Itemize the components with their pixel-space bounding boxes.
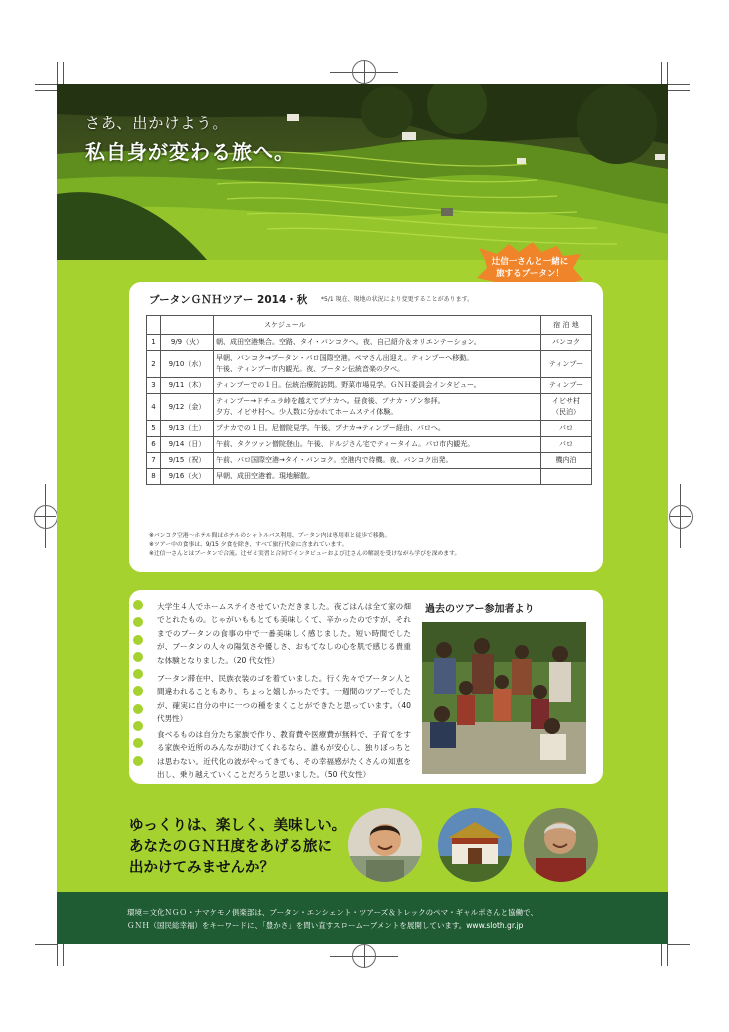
row-date: 9/9（火） <box>161 335 214 351</box>
slogan-line: あなたのＧＮＨ度をあげる旅に <box>129 839 332 855</box>
crop-mark <box>63 62 64 84</box>
row-stay <box>541 437 592 453</box>
group-photo <box>422 622 586 774</box>
row-date: 9/16（火） <box>161 469 214 485</box>
row-date: 9/10（水） <box>161 351 214 378</box>
schedule-line: 午前、パロ国際空港→タイ・バンコク。空港内で待機。夜、バンコク出発。 <box>216 456 453 464</box>
table-row <box>147 378 592 394</box>
bullet-dot <box>133 756 143 766</box>
row-date: 9/13（土） <box>161 421 214 437</box>
row-stay <box>541 378 592 394</box>
tour-card <box>129 282 603 572</box>
hero-headline: 私自身が変わる旅へ。 <box>85 140 295 164</box>
tour-notes <box>149 532 460 559</box>
stay-line: 機内泊 <box>555 456 577 464</box>
testimonial-text: 大学生４人でホームステイさせていただきました。夜ごはんは全て家の畑でとれたもの。じゃがいももとても美味しくて、辛かったのですが、それまでのブータンの食事の中で一番美味しく感じました。短い時間でしたが、ブータンの人々の陽気さや優しさ、おもてなしの心を肌で感じる貴重な体験となりました。（20 代女性） <box>157 602 411 665</box>
slogan-line: ゆっくりは、楽しく、美味しい。 <box>129 818 347 834</box>
row-stay <box>541 453 592 469</box>
hero-photo <box>57 84 668 260</box>
tour-note-line: ※辻信一さんとはブータンで合流。辻ゼミ実習と合同でインタビューおよび辻さんの解説を受けながら学びを深めます。 <box>149 551 461 557</box>
table-row <box>147 453 592 469</box>
schedule-line: ティンプー→ドチュラ峠を越えてプナカへ。昼食後、プナカ・ゾン参拝。 <box>216 397 445 405</box>
slogan <box>129 816 346 879</box>
bullet-dot <box>133 721 143 731</box>
table-row <box>147 469 592 485</box>
schedule-line: 早朝、成田空港着。現地解散。 <box>216 472 314 480</box>
row-number: 7 <box>147 453 161 469</box>
testimonial-text: ブータン滞在中、民族衣装のゴを着ていました。行く先々でブータン人と 間違われることもあり、ちょっと嬉しかったです。一週間のツアーでしたが、確実に自分の中に一つの種をまくことができたと思っています。（40 代男性） <box>157 674 411 724</box>
schedule-line: 朝、成田空港集合。空路、タイ・バンコクへ。夜、自己紹介＆オリエンテーション。 <box>216 338 481 346</box>
hero-tagline: さあ、出かけよう。 <box>85 114 229 132</box>
table-row <box>147 421 592 437</box>
boy-photo <box>348 808 422 882</box>
testimonials-card <box>129 590 603 784</box>
row-stay <box>541 351 592 378</box>
crop-mark <box>35 90 57 91</box>
stay-line: ティンプー <box>548 359 584 368</box>
crop-target <box>352 944 376 968</box>
row-number: 1 <box>147 335 161 351</box>
row-number: 3 <box>147 378 161 394</box>
stay-header: 宿 泊 地 <box>541 316 592 335</box>
bullet-dot <box>133 652 143 662</box>
row-schedule <box>214 469 541 485</box>
row-schedule <box>214 437 541 453</box>
stay-line: パロ <box>559 424 573 432</box>
crop-mark <box>667 944 668 966</box>
bullet-dot <box>133 669 143 679</box>
row-number: 5 <box>147 421 161 437</box>
row-number: 6 <box>147 437 161 453</box>
callout-line: 辻信一さんと一緒に <box>491 257 569 267</box>
crop-mark <box>667 62 668 84</box>
crop-mark <box>35 84 57 85</box>
row-stay <box>541 394 592 421</box>
row-date: 9/15（祝） <box>161 453 214 469</box>
tour-note-line: ※バンコク空港～ホテル間はホテルのシャトルバス利用、ブータン内は専用車と徒歩で移動。 <box>149 533 391 539</box>
bullet-dot <box>133 635 143 645</box>
table-row <box>147 351 592 378</box>
schedule-line: プナカでの１日。尼僧院見学。午後、プナカ→ティンプー経由、パロへ。 <box>216 424 445 432</box>
row-stay <box>541 335 592 351</box>
bullet-dot <box>133 704 143 714</box>
row-schedule <box>214 351 541 378</box>
row-date: 9/11（木） <box>161 378 214 394</box>
bullet-dot <box>133 738 143 748</box>
schedule-line: 午前、タクツァン僧院登山。午後、ドルジさん宅でティータイム。パロ市内観光。 <box>216 440 475 448</box>
schedule-table <box>146 315 592 485</box>
crop-mark <box>668 84 690 85</box>
tour-title: ブータンＧＮＨツアー 2014・秋 <box>149 294 308 306</box>
callout-line: 旅するブータン！ <box>496 269 564 279</box>
dzong-photo <box>438 808 512 882</box>
crop-mark <box>668 90 690 91</box>
schedule-line: ティンプーでの１日。伝統治療院訪問。野菜市場見学。ＧＮＨ委員会インタビュー。 <box>216 381 481 389</box>
crop-target <box>34 505 58 529</box>
footer-line: 環境＝文化ＮＧＯ・ナマケモノ倶楽部は、ブータン・エンシェント・ツアーズ＆トレックのペマ・ギャルポさんと協働で、 <box>127 908 539 917</box>
row-number: 2 <box>147 351 161 378</box>
table-row <box>147 394 592 421</box>
row-stay <box>541 421 592 437</box>
row-schedule <box>214 378 541 394</box>
tour-note: *5/1 現在、現地の状況により変更することがあります。 <box>321 296 474 303</box>
schedule-header: スケジュール <box>214 316 541 335</box>
row-schedule <box>214 421 541 437</box>
stay-line: バンコク <box>552 338 580 346</box>
row-stay <box>541 469 592 485</box>
crop-mark <box>57 944 58 966</box>
stay-line: イビサ村 <box>552 397 580 405</box>
crop-mark <box>35 944 57 945</box>
bullet-column <box>133 600 143 773</box>
testimonial-text: 食べるものは自分たち家族で作り、教育費や医療費が無料で、子育てをする家族や近所のみんなが助けてくれるなら、誰もが安心し、独りぼっちとは思わない。近代化の波がやってきても、その幸福感がたくさんの知恵を出し、乗り越えていくことだろうと思いました。（50 代女性） <box>157 730 411 780</box>
stay-line: パロ <box>559 440 573 448</box>
schedule-line: 午後、ティンプー市内観光。夜、ブータン伝統音楽の夕べ。 <box>216 365 405 373</box>
table-header-row <box>147 316 592 335</box>
table-row <box>147 437 592 453</box>
table-row <box>147 335 592 351</box>
footer-band <box>57 892 668 944</box>
crop-mark <box>668 944 690 945</box>
crop-mark <box>661 944 662 966</box>
row-date: 9/14（日） <box>161 437 214 453</box>
crop-target <box>352 60 376 84</box>
bullet-dot <box>133 600 143 610</box>
poster <box>57 84 668 944</box>
stay-line: （民泊） <box>552 408 580 416</box>
row-schedule <box>214 394 541 421</box>
crop-target <box>669 505 693 529</box>
row-schedule <box>214 335 541 351</box>
row-number: 8 <box>147 469 161 485</box>
bullet-dot <box>133 617 143 627</box>
row-schedule <box>214 453 541 469</box>
schedule-line: 夕方、イビサ村へ。少人数に分かれてホームステイ体験。 <box>216 408 398 416</box>
row-number: 4 <box>147 394 161 421</box>
past-participants-title: 過去のツアー参加者より <box>425 604 535 615</box>
bullet-dot <box>133 686 143 696</box>
tour-note-line: ※ツアー中の食事は、9/15 夕食を除き、すべて旅行代金に含まれています。 <box>149 542 348 548</box>
elder-photo <box>524 808 598 882</box>
crop-mark <box>57 62 58 84</box>
stay-line: ティンプー <box>548 381 584 389</box>
footer-line: ＧＮＨ（国民総幸福）をキーワードに、「豊かさ」を問い直すスロームーブメントを展開しています。www.sloth.gr.jp <box>127 921 524 930</box>
row-date: 9/12（金） <box>161 394 214 421</box>
crop-mark <box>63 944 64 966</box>
slogan-line: 出かけてみませんか？ <box>129 860 274 876</box>
schedule-line: 早朝、バンコク→ブータン・パロ国際空港。ペマさん出迎え。ティンプーへ移動。 <box>216 354 474 362</box>
crop-mark <box>661 62 662 84</box>
